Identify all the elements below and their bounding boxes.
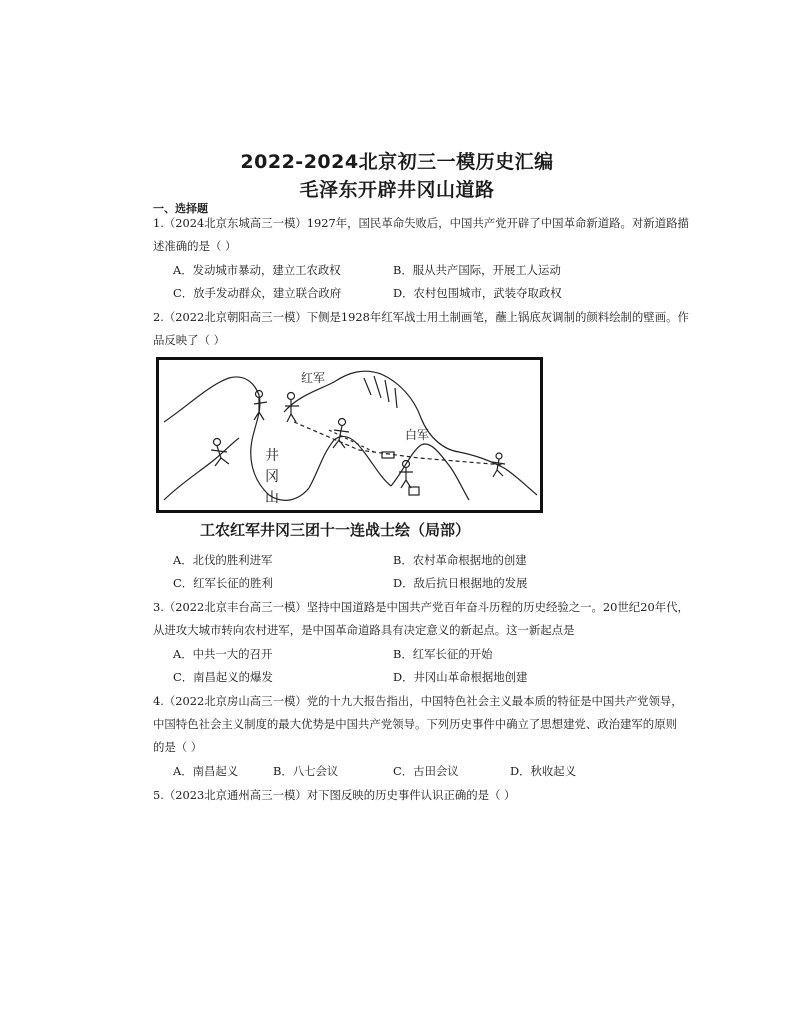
question-1-text: 1.（2024北京东城高三一模）1927年，国民革命失败后，中国共产党开辟了中国革命新道路。对新道路描 xyxy=(153,216,689,230)
document-title: 2022-2024北京初三一模历史汇编 xyxy=(240,151,554,173)
figure-caption: 工农红军井冈三团十一连战士绘（局部） xyxy=(200,521,471,539)
question-1-option-b: B．服从共产国际，开展工人运动 xyxy=(393,263,561,277)
question-3-option-b: B．红军长征的开始 xyxy=(393,647,493,661)
label-white-army: 白军 xyxy=(405,428,430,442)
section-heading: 一、选择题 xyxy=(153,202,208,215)
question-4-option-b: B．八七会议 xyxy=(273,764,339,778)
question-3-option-a: A．中共一大的召开 xyxy=(173,647,273,661)
question-4-option-a: A．南昌起义 xyxy=(173,764,239,778)
question-4-text: 4.（2022北京房山高三一模）党的十九大报告指出，中国特色社会主义最本质的特征是中国共产党领导， xyxy=(153,694,683,708)
question-4-text: 中国特色社会主义制度的最大优势是中国共产党领导。下列历史事件中确立了思想建党、政治建军的原则 xyxy=(153,717,677,731)
question-5-text: 5.（2023北京通州高三一模）对下图反映的历史事件认识正确的是（ ） xyxy=(153,788,516,802)
question-1-option-d: D．农村包围城市，武装夺取政权 xyxy=(393,286,562,300)
question-2-option-c: C．红军长征的胜利 xyxy=(173,576,273,590)
question-1-option-a: A．发动城市暴动，建立工农政权 xyxy=(173,263,341,277)
question-4-option-c: C．古田会议 xyxy=(393,764,459,778)
mural-figure xyxy=(156,357,543,513)
question-1-option-c: C．放手发动群众，建立联合政府 xyxy=(173,286,342,300)
question-2-option-d: D．敌后抗日根据地的发展 xyxy=(393,576,528,590)
question-4-text: 的是（ ） xyxy=(153,740,203,754)
question-3-text: 3.（2022北京丰台高三一模）坚持中国道路是中国共产党百年奋斗历程的历史经验之一。20世纪20年代， xyxy=(153,600,689,614)
question-2-option-a: A．北伐的胜利进军 xyxy=(173,553,273,567)
question-2-text: 2.（2022北京朝阳高三一模）下侧是1928年红军战士用土制画笔，蘸上锅底灰调制的颜料绘制的壁画。作 xyxy=(153,310,689,324)
question-1-text: 述准确的是（ ） xyxy=(153,239,237,253)
question-3-text: 从进攻大城市转向农村进军，是中国革命道路具有决定意义的新起点。这一新起点是 xyxy=(153,623,575,637)
question-3-option-d: D．井冈山革命根据地创建 xyxy=(393,670,528,684)
mural-drawing xyxy=(159,360,540,510)
question-2-text: 品反映了（ ） xyxy=(153,333,225,347)
label-red-army: 红军 xyxy=(301,371,326,385)
question-4-option-d: D．秋收起义 xyxy=(510,764,577,778)
label-mountain: 井冈山 xyxy=(265,448,279,506)
document-subtitle: 毛泽东开辟井冈山道路 xyxy=(299,179,495,201)
question-3-option-c: C．南昌起义的爆发 xyxy=(173,670,273,684)
question-2-option-b: B．农村革命根据地的创建 xyxy=(393,553,527,567)
